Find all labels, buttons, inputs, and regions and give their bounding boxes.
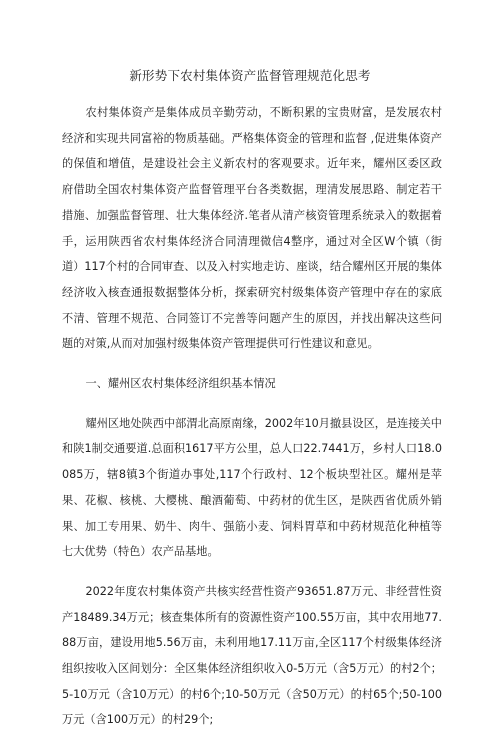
- document-title: 新形势下农村集体资产监督管理规范化思考: [129, 68, 371, 83]
- document-body: [62, 100, 442, 733]
- paragraph-gap: [62, 397, 442, 411]
- intro-paragraph: 农村集体资产是集体成员辛勤劳动，不断积累的宝贵财富，是发展农村经济和实现共同富裕的物质基础。严格集体资金的管理和监督 ,促进集体资产的保值和增值，是建设社会主义新农村的客观要求。近年来，耀州区委区政府借助全国农村集体资产监督管理平台各类数据，理清发展思路、制定若干措施、加强监督管理、壮大集体经济.笔者从清产核资管理系统录入的数据着手，运用陕西省农村集体经济合同清理微信4整序，通过对全区W个镇（街道）117个村的合同审查、以及入村实地走访、座谈，结合耀州区开展的集体经济收入核查通报数据整体分析，探索研究村级集体资产管理中存在的家底不清、管理不规范、合同签订不完善等问题产生的原因，并找出解决这些问题的对策,从而对加强村级集体资产管理提供可行性建议和意见。: [62, 106, 442, 351]
- assets-paragraph: 2022年度农村集体资产共核实经营性资产93651.87万元、非经营性资产18489.34万元；核查集体所有的资源性资产100.55万亩，其中农用地77.88万亩，建设用地5.56万亩，未利用地17.11万亩,全区117个村级集体经济组织按收入区间划分：全区集体经济组织收入0-5万元（含5万元）的村2个；5-10万元（含10万元）的村6个;10-50万元（含50万元）的村65个;50-100万元（含100万元）的村29个;: [62, 584, 442, 727]
- paragraph-gap: [62, 357, 442, 371]
- paragraph-gap: [62, 565, 442, 579]
- section-heading: 一、耀州区农村集体经济组织基本情况: [85, 377, 276, 391]
- region-paragraph: 耀州区地处陕西中部渭北高原南缘，2002年10月撤县设区，是连接关中和陕1制交通要道.总面积1617平方公里，总人口22.7441万，乡村人口18.0085万，辖8镇3个街道办事处,117个行政村、12个板块型社区。耀州是苹果、花椒、核桃、大樱桃、酿酒葡萄、中药材的优生区，是陕西省优质外销果、加工专用果、奶牛、肉牛、强筋小麦、饲料胃草和中药材规范化种植等七大优势（特色）农产品基地。: [62, 416, 442, 559]
